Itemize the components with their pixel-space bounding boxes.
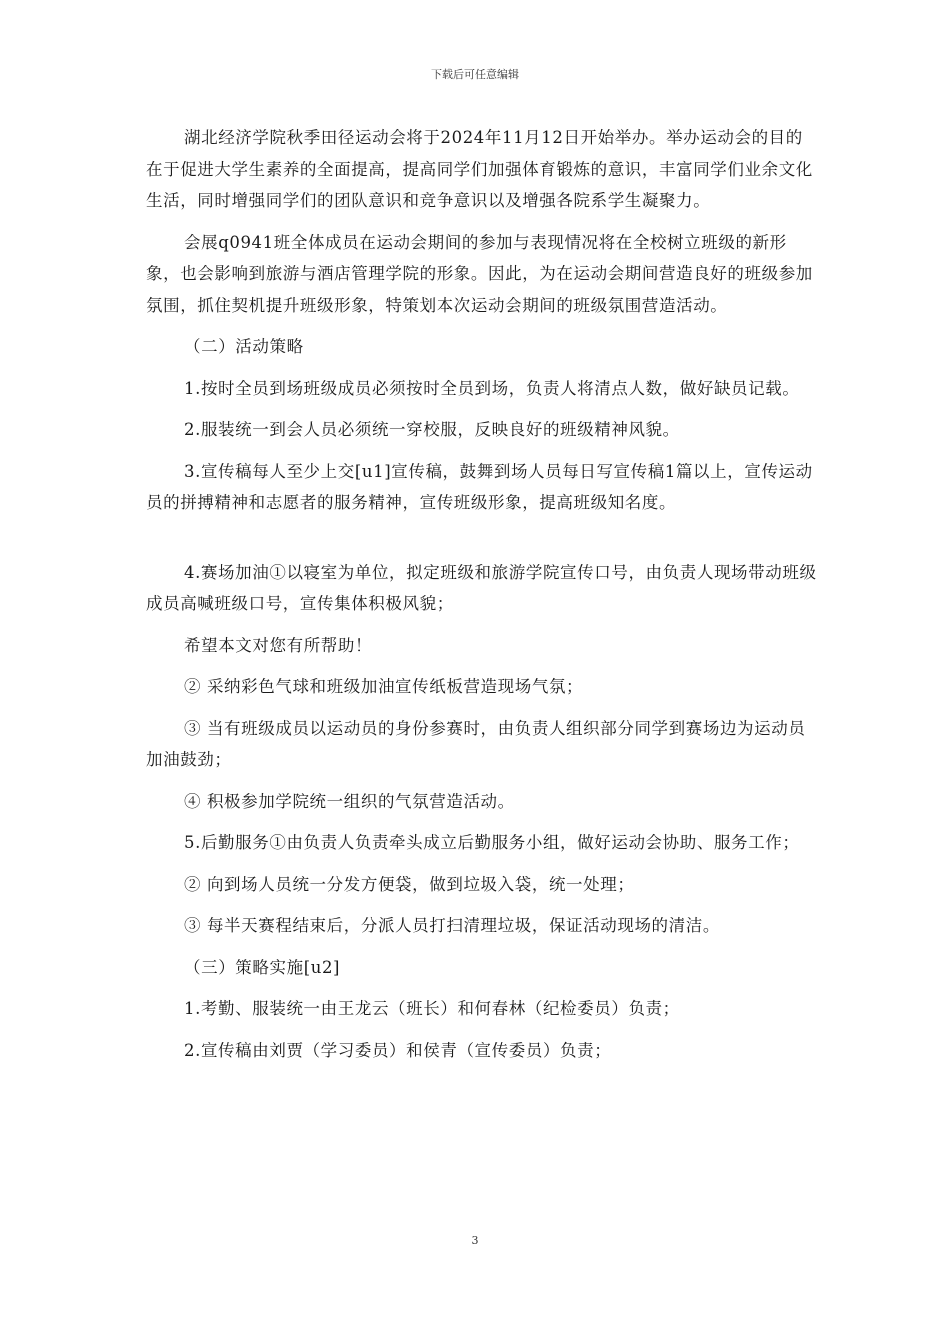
paragraph-cheering: 4.赛场加油①以寝室为单位，拟定班级和旅游学院宣传口号，由负责人现场带动班级成员高喊班级口号，宣传集体积极风貌； bbox=[146, 562, 817, 613]
paragraph-publicity-duty: 2.宣传稿由刘贾（学习委员）和侯青（宣传委员）负责； bbox=[184, 1040, 612, 1060]
document-body bbox=[146, 122, 818, 1076]
paragraph-college-activities: ④ 积极参加学院统一组织的气氛营造活动。 bbox=[184, 791, 515, 811]
paragraph-publicity: 3.宣传稿每人至少上交[u1]宣传稿，鼓舞到场人员每日写宣传稿1篇以上，宣传运动员的拼搏精神和志愿者的服务精神，宣传班级形象，提高班级知名度。 bbox=[146, 461, 813, 512]
paragraph-balloons: ② 采纳彩色气球和班级加油宣传纸板营造现场气氛； bbox=[184, 677, 584, 696]
paragraph-uniform: 2.服装统一到会人员必须统一穿校服，反映良好的班级精神风貌。 bbox=[184, 420, 680, 439]
paragraph-class-image: 会展q0941班全体成员在运动会期间的参加与表现情况将在全校树立班级的新形象，也会影响到旅游与酒店管理学院的形象。因此，为在运动会期间营造良好的班级参加氛围，抓住契机提升班级形象，特策划本次运动会期间的班级氛围营造活动。 bbox=[146, 232, 813, 315]
paragraph-cleaning: ③ 每半天赛程结束后，分派人员打扫清理垃圾，保证活动现场的清洁。 bbox=[184, 916, 720, 935]
paragraph-attendance: 1.按时全员到场班级成员必须按时全员到场，负责人将清点人数，做好缺员记载。 bbox=[184, 378, 800, 398]
paragraph-bags: ② 向到场人员统一分发方便袋，做到垃圾入袋，统一处理； bbox=[184, 874, 635, 894]
paragraph-athletes-cheer: ③ 当有班级成员以运动员的身份参赛时，由负责人组织部分同学到赛场边为运动员加油鼓劲； bbox=[146, 718, 806, 769]
paragraph-attendance-duty: 1.考勤、服装统一由王龙云（班长）和何春林（纪检委员）负责； bbox=[184, 999, 680, 1018]
paragraph-hope-helpful: 希望本文对您有所帮助！ bbox=[184, 635, 373, 655]
paragraph-intro: 湖北经济学院秋季田径运动会将于2024年11月12日开始举办。举办运动会的目的在于促进大学生素养的全面提高，提高同学们加强体育锻炼的意识，丰富同学们业余文化生活，同时增强同学们的团队意识和竞争意识以及增强各院系学生凝聚力。 bbox=[146, 128, 813, 210]
section-heading-implementation: （三）策略实施[u2] bbox=[184, 957, 341, 977]
section-heading-strategy: （二）活动策略 bbox=[184, 337, 304, 356]
page-header: 下载后可任意编辑 bbox=[431, 68, 519, 81]
page-number: 3 bbox=[471, 1234, 479, 1247]
paragraph-logistics: 5.后勤服务①由负责人负责牵头成立后勤服务小组，做好运动会协助、服务工作； bbox=[184, 833, 800, 852]
